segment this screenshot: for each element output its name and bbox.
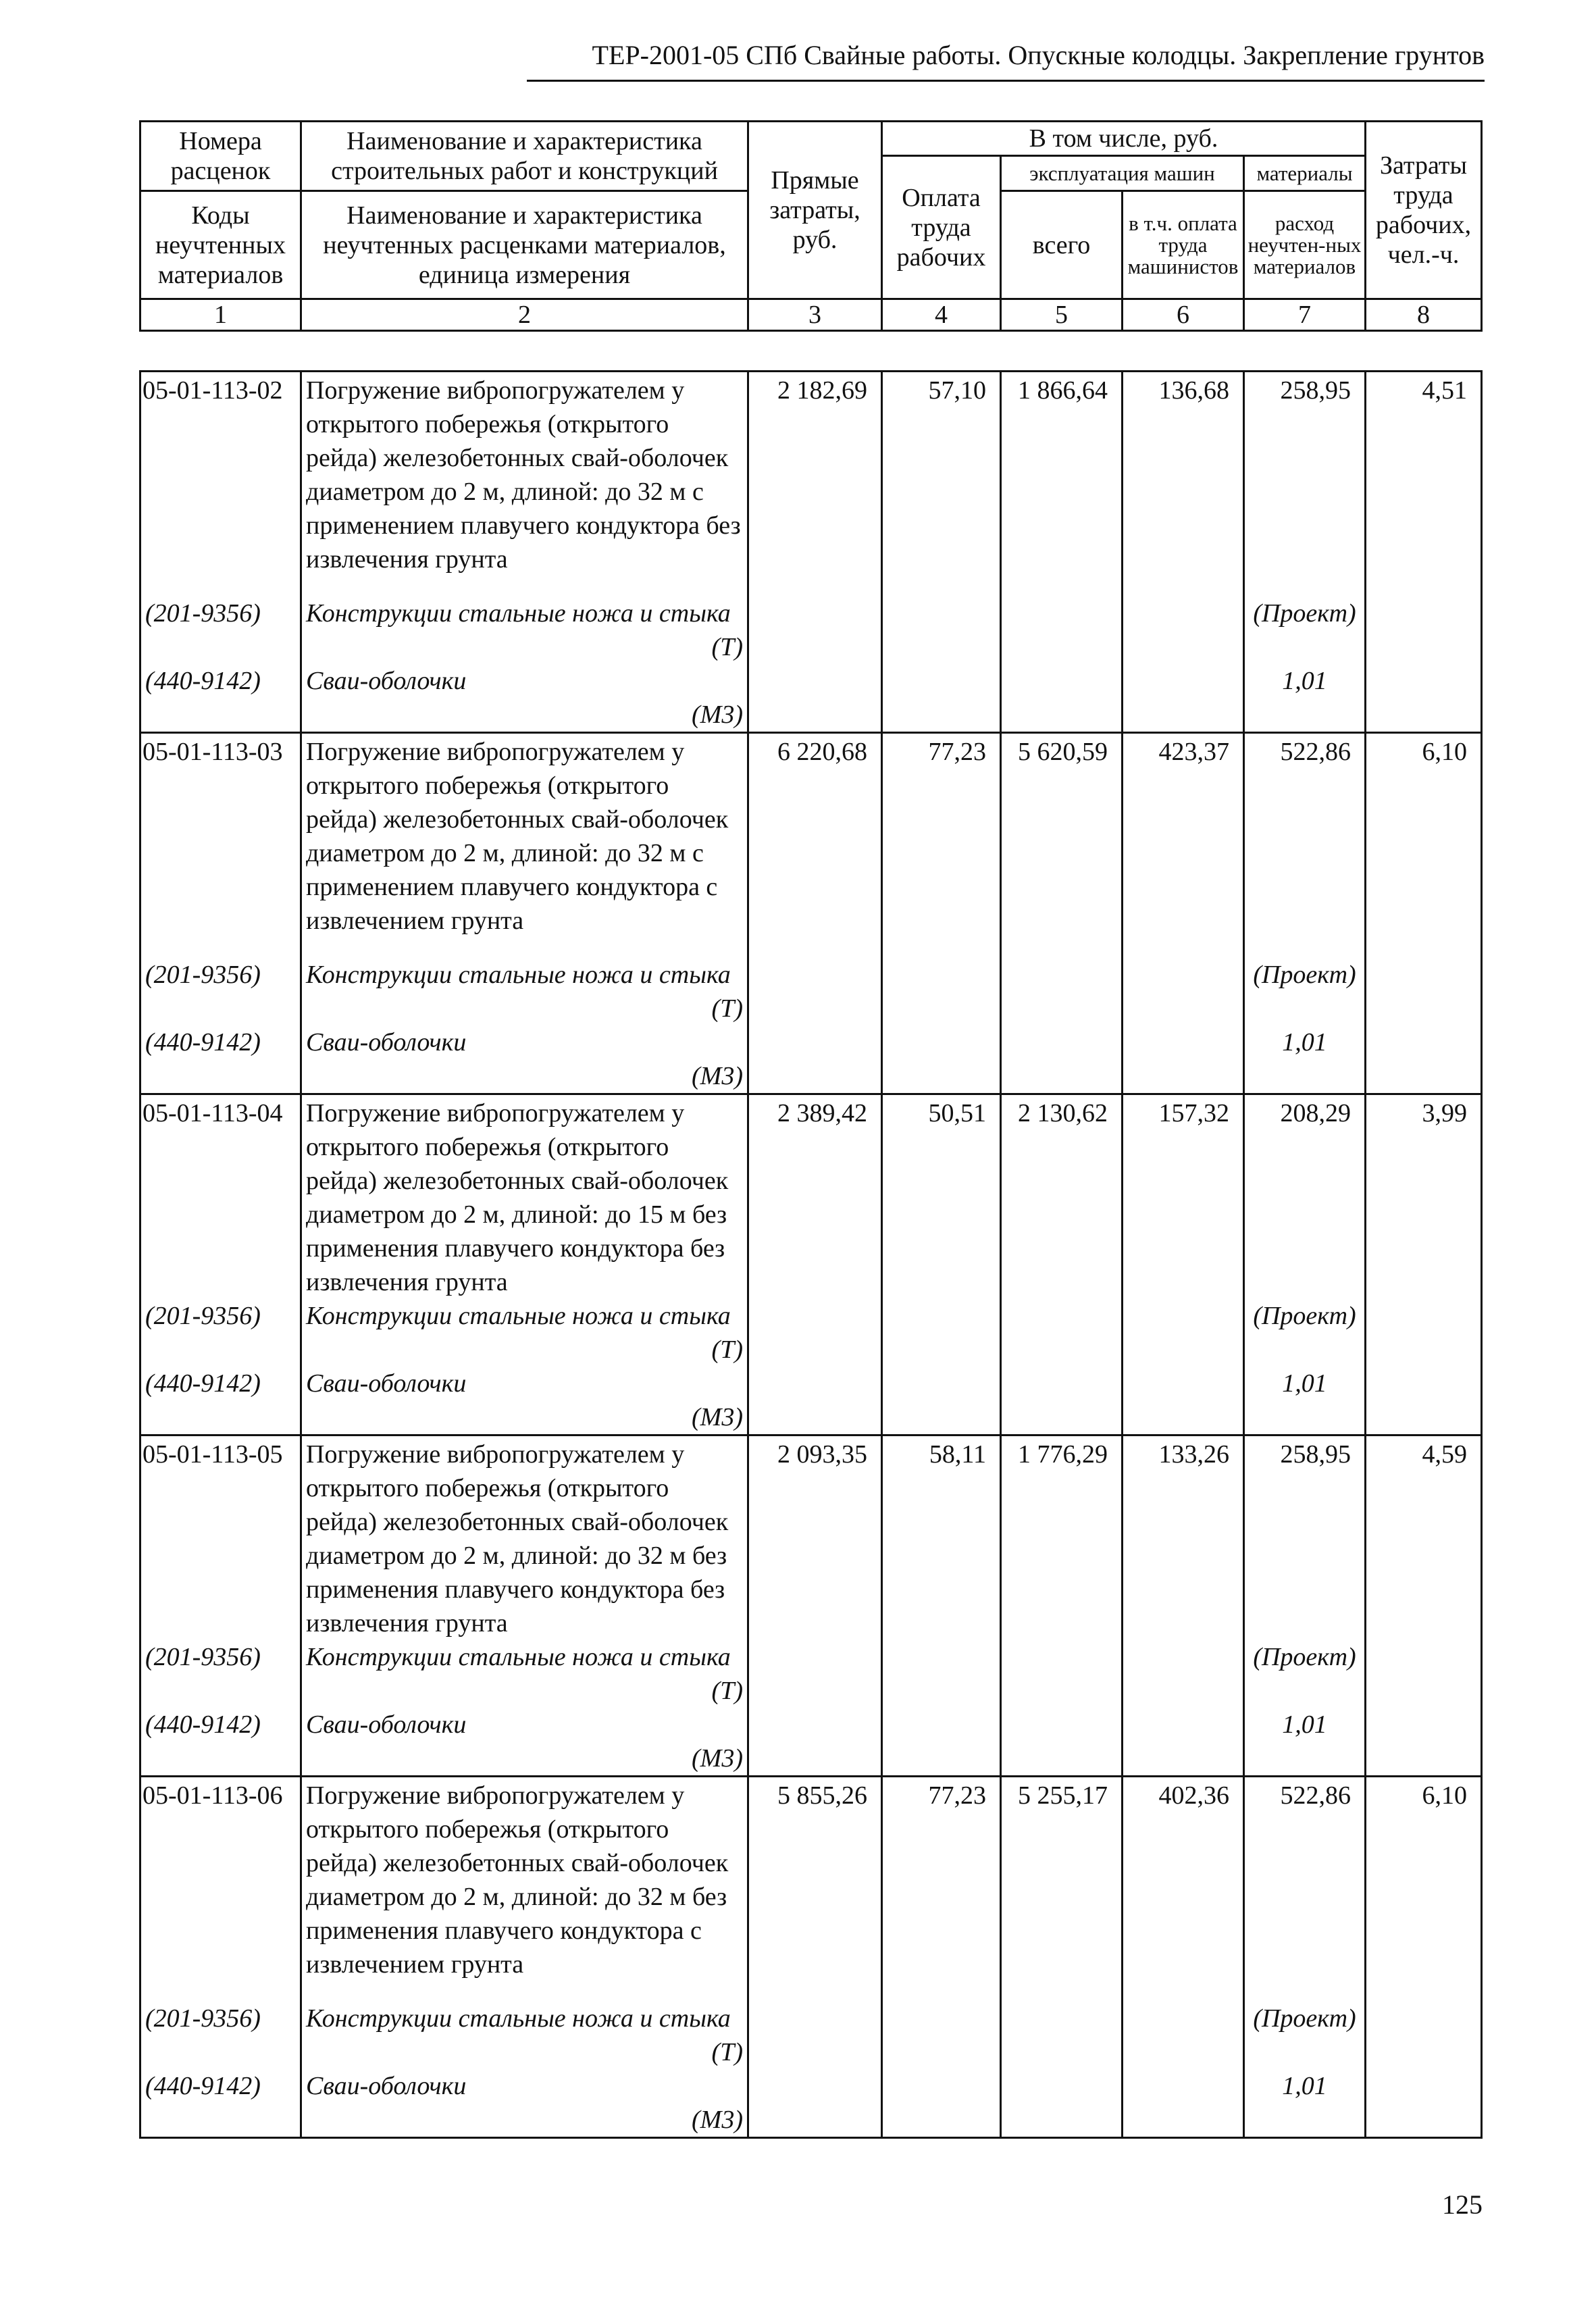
empty-cell bbox=[882, 2069, 1001, 2103]
material-consumption: 1,01 bbox=[1244, 1367, 1366, 1400]
header-machines: эксплуатация машин bbox=[1001, 156, 1244, 191]
material-code: (440-9142) bbox=[140, 664, 301, 698]
empty-cell bbox=[1123, 1299, 1244, 1333]
materials-cost: 208,29 bbox=[1244, 1094, 1366, 1300]
empty-cell bbox=[882, 2002, 1001, 2035]
table-row bbox=[140, 1435, 1482, 1641]
material-row bbox=[140, 1025, 1482, 1059]
empty-cell bbox=[1366, 2069, 1482, 2103]
empty-cell bbox=[1123, 958, 1244, 992]
empty-cell bbox=[1366, 596, 1482, 630]
materials-cost: 522,86 bbox=[1244, 733, 1366, 959]
labor-cost: 50,51 bbox=[882, 1094, 1001, 1300]
empty-cell bbox=[1001, 2035, 1123, 2069]
empty-cell bbox=[1366, 2035, 1482, 2069]
material-unit: (Т) bbox=[301, 1674, 748, 1708]
empty-cell bbox=[1366, 698, 1482, 733]
labor-hours: 3,99 bbox=[1366, 1094, 1482, 1300]
machinist-labor-cost: 133,26 bbox=[1123, 1435, 1244, 1641]
empty-cell bbox=[1123, 1025, 1244, 1059]
material-consumption: (Проект) bbox=[1244, 958, 1366, 992]
material-name: Конструкции стальные ножа и стыка bbox=[301, 2002, 748, 2035]
material-row bbox=[140, 2002, 1482, 2035]
empty-cell bbox=[882, 1400, 1001, 1435]
material-row bbox=[140, 1299, 1482, 1333]
empty-cell bbox=[1001, 1299, 1123, 1333]
page-title: ТЕР-2001-05 СПб Свайные работы. Опускные колодцы. Закрепление грунтов bbox=[592, 40, 1485, 70]
empty-cell bbox=[1366, 992, 1482, 1025]
direct-cost: 2 182,69 bbox=[748, 372, 882, 597]
material-consumption: (Проект) bbox=[1244, 596, 1366, 630]
empty-cell bbox=[1001, 596, 1123, 630]
empty-cell bbox=[1001, 698, 1123, 733]
empty-cell bbox=[748, 1708, 882, 1742]
empty-cell bbox=[1366, 1708, 1482, 1742]
material-unit: (М3) bbox=[301, 1742, 748, 1777]
material-unit: (М3) bbox=[301, 1059, 748, 1094]
header-num-7: 7 bbox=[1244, 299, 1366, 331]
empty-cell bbox=[140, 2103, 301, 2138]
empty-cell bbox=[140, 992, 301, 1025]
empty-cell bbox=[882, 1059, 1001, 1094]
machine-cost: 5 620,59 bbox=[1001, 733, 1123, 959]
material-name: Сваи-оболочки bbox=[301, 2069, 748, 2103]
labor-cost: 57,10 bbox=[882, 372, 1001, 597]
empty-cell bbox=[1001, 1025, 1123, 1059]
rate-name: Погружение вибропогружателем у открытого побережья (открытого рейда) железобетонных свай-оболочек диаметром до 2 м, длиной: до 32 м без применения плавучего кондуктора без извлечения грунта bbox=[301, 1435, 748, 1641]
empty-cell bbox=[1123, 992, 1244, 1025]
empty-cell bbox=[1244, 1059, 1366, 1094]
header-col2-top: Наименование и характеристика строительных работ и конструкций bbox=[301, 122, 748, 191]
empty-cell bbox=[1366, 1400, 1482, 1435]
material-name: Сваи-оболочки bbox=[301, 1708, 748, 1742]
header-num-5: 5 bbox=[1001, 299, 1123, 331]
material-unit: (М3) bbox=[301, 2103, 748, 2138]
empty-cell bbox=[1366, 1742, 1482, 1777]
unit-row bbox=[140, 1333, 1482, 1367]
material-row bbox=[140, 1708, 1482, 1742]
machinist-labor-cost: 157,32 bbox=[1123, 1094, 1244, 1300]
empty-cell bbox=[748, 1742, 882, 1777]
empty-cell bbox=[882, 2035, 1001, 2069]
material-code: (440-9142) bbox=[140, 1367, 301, 1400]
rate-code: 05-01-113-04 bbox=[140, 1094, 301, 1300]
header-col1-bottom: Коды неучтенных материалов bbox=[140, 191, 301, 299]
empty-cell bbox=[1123, 698, 1244, 733]
rate-code: 05-01-113-06 bbox=[140, 1777, 301, 2002]
empty-cell bbox=[140, 1059, 301, 1094]
empty-cell bbox=[748, 1025, 882, 1059]
machinist-labor-cost: 423,37 bbox=[1123, 733, 1244, 959]
labor-cost: 58,11 bbox=[882, 1435, 1001, 1641]
empty-cell bbox=[748, 1333, 882, 1367]
empty-cell bbox=[748, 1674, 882, 1708]
empty-cell bbox=[1366, 630, 1482, 664]
machine-cost: 1 866,64 bbox=[1001, 372, 1123, 597]
empty-cell bbox=[882, 630, 1001, 664]
material-code: (201-9356) bbox=[140, 1299, 301, 1333]
rate-name: Погружение вибропогружателем у открытого побережья (открытого рейда) железобетонных свай-оболочек диаметром до 2 м, длиной: до 32 м с применением плавучего кондуктора без извлечения грунта bbox=[301, 372, 748, 597]
material-code: (201-9356) bbox=[140, 1640, 301, 1674]
header-col5: всего bbox=[1001, 191, 1123, 299]
empty-cell bbox=[1001, 630, 1123, 664]
labor-hours: 4,59 bbox=[1366, 1435, 1482, 1641]
empty-cell bbox=[748, 2035, 882, 2069]
empty-cell bbox=[882, 1708, 1001, 1742]
material-code: (201-9356) bbox=[140, 596, 301, 630]
header-col7: расход неучтен-ных материалов bbox=[1244, 191, 1366, 299]
empty-cell bbox=[1001, 2069, 1123, 2103]
table-row bbox=[140, 372, 1482, 597]
empty-cell bbox=[1366, 1025, 1482, 1059]
empty-cell bbox=[140, 1674, 301, 1708]
rate-name: Погружение вибропогружателем у открытого побережья (открытого рейда) железобетонных свай-оболочек диаметром до 2 м, длиной: до 32 м без применения плавучего кондуктора с извлечением грунта bbox=[301, 1777, 748, 2002]
empty-cell bbox=[1001, 1400, 1123, 1435]
header-col1-top: Номера расценок bbox=[140, 122, 301, 191]
empty-cell bbox=[1001, 1708, 1123, 1742]
empty-cell bbox=[748, 2103, 882, 2138]
labor-cost: 77,23 bbox=[882, 733, 1001, 959]
header-num-3: 3 bbox=[748, 299, 882, 331]
empty-cell bbox=[1123, 1674, 1244, 1708]
empty-cell bbox=[1001, 1742, 1123, 1777]
material-unit: (М3) bbox=[301, 698, 748, 733]
empty-cell bbox=[140, 698, 301, 733]
empty-cell bbox=[748, 1367, 882, 1400]
empty-cell bbox=[140, 1742, 301, 1777]
empty-cell bbox=[1366, 1059, 1482, 1094]
empty-cell bbox=[1366, 958, 1482, 992]
header-num-2: 2 bbox=[301, 299, 748, 331]
empty-cell bbox=[748, 1640, 882, 1674]
material-name: Конструкции стальные ножа и стыка bbox=[301, 596, 748, 630]
empty-cell bbox=[1123, 2069, 1244, 2103]
direct-cost: 2 389,42 bbox=[748, 1094, 882, 1300]
header-group: В том числе, руб. bbox=[882, 122, 1366, 156]
rate-name: Погружение вибропогружателем у открытого побережья (открытого рейда) железобетонных свай-оболочек диаметром до 2 м, длиной: до 32 м с применением плавучего кондуктора с извлечением грунта bbox=[301, 733, 748, 959]
header-num-4: 4 bbox=[882, 299, 1001, 331]
empty-cell bbox=[1244, 2035, 1366, 2069]
material-consumption: 1,01 bbox=[1244, 1708, 1366, 1742]
empty-cell bbox=[1366, 664, 1482, 698]
empty-cell bbox=[1244, 630, 1366, 664]
materials-cost: 258,95 bbox=[1244, 372, 1366, 597]
material-unit: (Т) bbox=[301, 1333, 748, 1367]
empty-cell bbox=[1366, 1640, 1482, 1674]
rates-table bbox=[139, 370, 1483, 2139]
empty-cell bbox=[882, 1299, 1001, 1333]
material-consumption: (Проект) bbox=[1244, 1299, 1366, 1333]
empty-cell bbox=[1244, 1742, 1366, 1777]
empty-cell bbox=[748, 596, 882, 630]
header-num-8: 8 bbox=[1366, 299, 1482, 331]
empty-cell bbox=[882, 1674, 1001, 1708]
empty-cell bbox=[748, 992, 882, 1025]
empty-cell bbox=[882, 664, 1001, 698]
machinist-labor-cost: 402,36 bbox=[1123, 1777, 1244, 2002]
material-row bbox=[140, 958, 1482, 992]
empty-cell bbox=[1123, 1742, 1244, 1777]
empty-cell bbox=[748, 958, 882, 992]
empty-cell bbox=[748, 1400, 882, 1435]
material-row bbox=[140, 1640, 1482, 1674]
empty-cell bbox=[1366, 2103, 1482, 2138]
empty-cell bbox=[1123, 664, 1244, 698]
header-col6: в т.ч. оплата труда машинистов bbox=[1123, 191, 1244, 299]
material-row bbox=[140, 664, 1482, 698]
empty-cell bbox=[882, 992, 1001, 1025]
material-name: Конструкции стальные ножа и стыка bbox=[301, 1640, 748, 1674]
empty-cell bbox=[882, 1367, 1001, 1400]
material-unit: (Т) bbox=[301, 992, 748, 1025]
empty-cell bbox=[1244, 698, 1366, 733]
direct-cost: 2 093,35 bbox=[748, 1435, 882, 1641]
material-code: (201-9356) bbox=[140, 958, 301, 992]
empty-cell bbox=[882, 1025, 1001, 1059]
labor-hours: 6,10 bbox=[1366, 733, 1482, 959]
materials-cost: 522,86 bbox=[1244, 1777, 1366, 2002]
header-num-6: 6 bbox=[1123, 299, 1244, 331]
rate-code: 05-01-113-02 bbox=[140, 372, 301, 597]
material-name: Конструкции стальные ножа и стыка bbox=[301, 958, 748, 992]
empty-cell bbox=[140, 1333, 301, 1367]
material-consumption: 1,01 bbox=[1244, 1025, 1366, 1059]
material-code: (201-9356) bbox=[140, 2002, 301, 2035]
header-col8: Затраты труда рабочих, чел.-ч. bbox=[1366, 122, 1482, 299]
labor-cost: 77,23 bbox=[882, 1777, 1001, 2002]
empty-cell bbox=[1366, 2002, 1482, 2035]
unit-row bbox=[140, 2103, 1482, 2138]
title-rule bbox=[527, 80, 1485, 82]
header-materials: материалы bbox=[1244, 156, 1366, 191]
machine-cost: 1 776,29 bbox=[1001, 1435, 1123, 1641]
empty-cell bbox=[1244, 1674, 1366, 1708]
empty-cell bbox=[748, 2069, 882, 2103]
material-row bbox=[140, 596, 1482, 630]
empty-cell bbox=[1123, 1640, 1244, 1674]
empty-cell bbox=[1001, 1333, 1123, 1367]
material-unit: (Т) bbox=[301, 2035, 748, 2069]
empty-cell bbox=[1123, 596, 1244, 630]
material-row bbox=[140, 2069, 1482, 2103]
direct-cost: 6 220,68 bbox=[748, 733, 882, 959]
empty-cell bbox=[882, 1742, 1001, 1777]
material-consumption: 1,01 bbox=[1244, 2069, 1366, 2103]
header-col4: Оплата труда рабочих bbox=[882, 156, 1001, 299]
material-name: Сваи-оболочки bbox=[301, 664, 748, 698]
material-row bbox=[140, 1367, 1482, 1400]
labor-hours: 6,10 bbox=[1366, 1777, 1482, 2002]
empty-cell bbox=[1123, 630, 1244, 664]
machinist-labor-cost: 136,68 bbox=[1123, 372, 1244, 597]
empty-cell bbox=[1001, 1367, 1123, 1400]
table-header bbox=[139, 120, 1483, 332]
unit-row bbox=[140, 630, 1482, 664]
empty-cell bbox=[748, 1059, 882, 1094]
empty-cell bbox=[1123, 1708, 1244, 1742]
empty-cell bbox=[140, 2035, 301, 2069]
rate-name: Погружение вибропогружателем у открытого побережья (открытого рейда) железобетонных свай-оболочек диаметром до 2 м, длиной: до 15 м без применения плавучего кондуктора без извлечения грунта bbox=[301, 1094, 748, 1300]
unit-row bbox=[140, 1400, 1482, 1435]
unit-row bbox=[140, 1059, 1482, 1094]
empty-cell bbox=[1123, 2002, 1244, 2035]
unit-row bbox=[140, 698, 1482, 733]
empty-cell bbox=[1001, 664, 1123, 698]
header-num-1: 1 bbox=[140, 299, 301, 331]
empty-cell bbox=[748, 698, 882, 733]
empty-cell bbox=[1001, 958, 1123, 992]
empty-cell bbox=[1123, 2103, 1244, 2138]
empty-cell bbox=[1123, 1367, 1244, 1400]
empty-cell bbox=[1123, 1059, 1244, 1094]
empty-cell bbox=[1366, 1674, 1482, 1708]
empty-cell bbox=[882, 596, 1001, 630]
empty-cell bbox=[1366, 1333, 1482, 1367]
material-code: (440-9142) bbox=[140, 1025, 301, 1059]
material-unit: (Т) bbox=[301, 630, 748, 664]
empty-cell bbox=[1001, 992, 1123, 1025]
material-code: (440-9142) bbox=[140, 2069, 301, 2103]
direct-cost: 5 855,26 bbox=[748, 1777, 882, 2002]
empty-cell bbox=[1001, 1640, 1123, 1674]
empty-cell bbox=[1123, 2035, 1244, 2069]
material-name: Сваи-оболочки bbox=[301, 1025, 748, 1059]
empty-cell bbox=[748, 2002, 882, 2035]
empty-cell bbox=[748, 630, 882, 664]
page-number: 125 bbox=[1442, 2189, 1483, 2220]
unit-row bbox=[140, 992, 1482, 1025]
material-consumption: (Проект) bbox=[1244, 1640, 1366, 1674]
material-unit: (М3) bbox=[301, 1400, 748, 1435]
empty-cell bbox=[748, 664, 882, 698]
unit-row bbox=[140, 1674, 1482, 1708]
empty-cell bbox=[1244, 1400, 1366, 1435]
empty-cell bbox=[882, 2103, 1001, 2138]
empty-cell bbox=[1244, 1333, 1366, 1367]
empty-cell bbox=[140, 1400, 301, 1435]
material-name: Сваи-оболочки bbox=[301, 1367, 748, 1400]
empty-cell bbox=[882, 958, 1001, 992]
empty-cell bbox=[140, 630, 301, 664]
empty-cell bbox=[1244, 2103, 1366, 2138]
unit-row bbox=[140, 1742, 1482, 1777]
empty-cell bbox=[1001, 1674, 1123, 1708]
empty-cell bbox=[882, 1333, 1001, 1367]
rate-code: 05-01-113-05 bbox=[140, 1435, 301, 1641]
header-col2-bottom: Наименование и характеристика неучтенных расценками материалов, единица измерения bbox=[301, 191, 748, 299]
header-col3: Прямые затраты, руб. bbox=[748, 122, 882, 299]
empty-cell bbox=[1244, 992, 1366, 1025]
empty-cell bbox=[1001, 2002, 1123, 2035]
table-row bbox=[140, 1777, 1482, 2002]
empty-cell bbox=[1001, 2103, 1123, 2138]
table-row bbox=[140, 1094, 1482, 1300]
empty-cell bbox=[1366, 1299, 1482, 1333]
material-consumption: 1,01 bbox=[1244, 664, 1366, 698]
material-consumption: (Проект) bbox=[1244, 2002, 1366, 2035]
unit-row bbox=[140, 2035, 1482, 2069]
labor-hours: 4,51 bbox=[1366, 372, 1482, 597]
material-name: Конструкции стальные ножа и стыка bbox=[301, 1299, 748, 1333]
empty-cell bbox=[882, 1640, 1001, 1674]
empty-cell bbox=[1001, 1059, 1123, 1094]
empty-cell bbox=[882, 698, 1001, 733]
rate-code: 05-01-113-03 bbox=[140, 733, 301, 959]
machine-cost: 5 255,17 bbox=[1001, 1777, 1123, 2002]
empty-cell bbox=[1123, 1333, 1244, 1367]
material-code: (440-9142) bbox=[140, 1708, 301, 1742]
empty-cell bbox=[1366, 1367, 1482, 1400]
table-row bbox=[140, 733, 1482, 959]
empty-cell bbox=[748, 1299, 882, 1333]
machine-cost: 2 130,62 bbox=[1001, 1094, 1123, 1300]
materials-cost: 258,95 bbox=[1244, 1435, 1366, 1641]
empty-cell bbox=[1123, 1400, 1244, 1435]
